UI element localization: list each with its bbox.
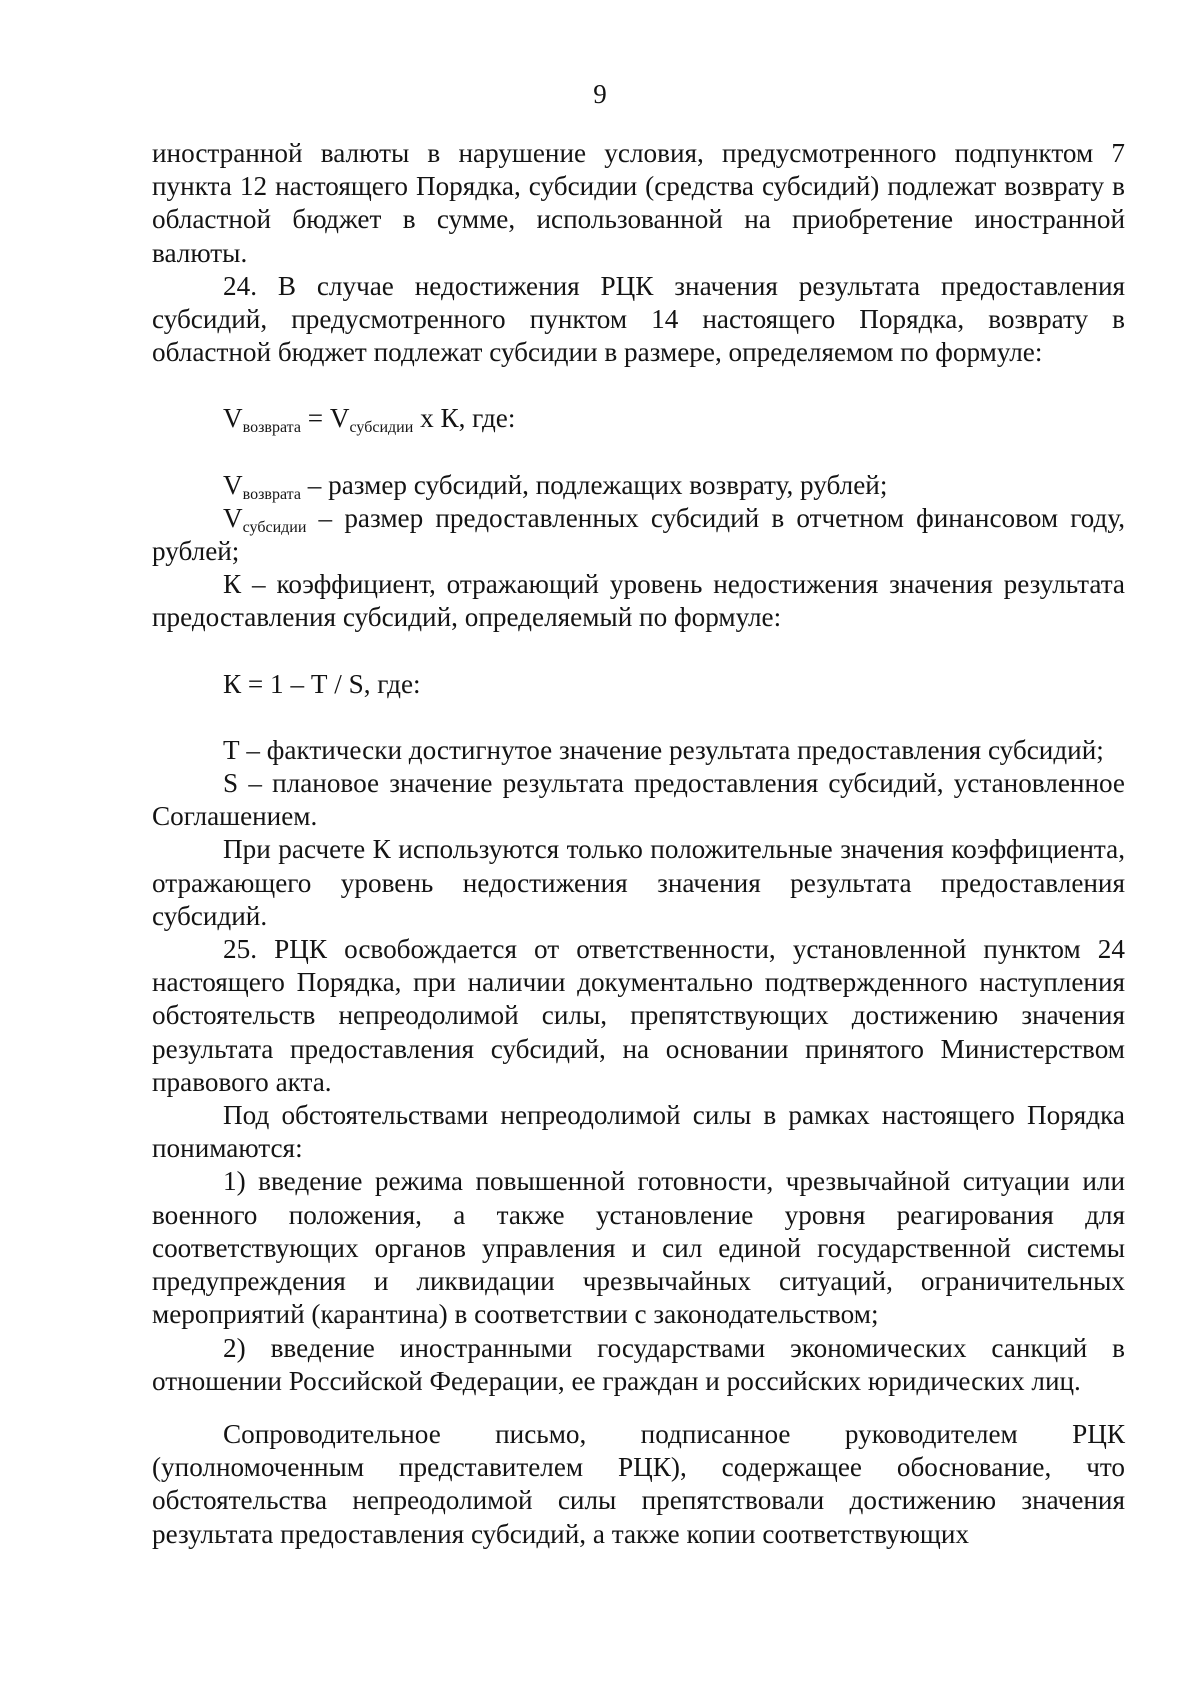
formula-rest: x К, где: [413, 403, 516, 434]
paragraph-clause-24: 24. В случае недостижения РЦК значения результата предоставления субсидий, предусмотренного пунктом 14 настоящего Порядка, возврату в областной бюджет подлежат субсидии в размере, определяемом по формуле: [152, 270, 1125, 368]
def-v-symbol-2: V [223, 502, 243, 533]
def-v-symbol: V [223, 469, 243, 500]
list-item-1: 1) введение режима повышенной готовности, чрезвычайной ситуации или военного положения, а также установление уровня реагирования для соответствующих органов управления и сил единой государственной системы предупреждения и ликвидации чрезвычайных ситуаций, ограничительных мероприятий (карантина) в соответствии с законодательством; [152, 1166, 1125, 1330]
formula-subscript-vozvrata: возврата [242, 419, 301, 437]
def-dash-2: – [306, 502, 345, 533]
def-subscript-vozvrata: возврата [242, 485, 301, 503]
def-v-subsidii-text: размер предоставленных субсидий в отчетном финансовом году, рублей; [152, 502, 1125, 567]
definition-v-vozvrata [152, 469, 1125, 502]
formula-k: К = 1 – Т / S, где: [223, 668, 421, 699]
definition-t: Т – фактически достигнутое значение результата предоставления субсидий; [223, 734, 1104, 765]
definition-s: S – плановое значение результата предоставления субсидий, установленное Соглашением. [152, 768, 1125, 832]
paragraph-cover-letter: Сопроводительное письмо, подписанное руководителем РЦК (уполномоченным представителем РЦК), содержащее обоснование, что обстоятельства непреодолимой силы препятствовали достижению значения результата предоставления субсидий, а также копии соответствующих [152, 1418, 1125, 1549]
list-item-2: 2) введение иностранными государствами экономических санкций в отношении Российской Федерации, ее граждан и российских юридических лиц. [152, 1332, 1125, 1396]
formula-v-symbol: V [223, 403, 243, 434]
document-body [152, 137, 1125, 1551]
page-number: 9 [593, 79, 607, 109]
paragraph-clause-25: 25. РЦК освобождается от ответственности, установленной пунктом 24 настоящего Порядка, при наличии документально подтвержденного наступления обстоятельств непреодолимой силы, препятствующих достижению значения результата предоставления субсидий, на основании принятого Министерством правового акта. [152, 934, 1125, 1097]
def-dash: – [300, 469, 329, 500]
definition-k: К – коэффициент, отражающий уровень недостижения значения результата предоставления субсидий, определяемый по формуле: [152, 569, 1125, 633]
formula-equals: = [300, 403, 330, 434]
paragraph-k-positive: При расчете К используются только положительные значения коэффициента, отражающего уровень недостижения значения результата предоставления субсидий. [152, 834, 1125, 931]
def-v-vozvrata-text: размер субсидий, подлежащих возврату, рублей; [328, 469, 888, 500]
formula-subscript-subsidii: субсидии [349, 419, 414, 437]
paragraph-force-majeure-intro: Под обстоятельствами непреодолимой силы в рамках настоящего Порядка понимаются: [152, 1100, 1125, 1164]
formula-v-symbol-2: V [329, 403, 350, 434]
definition-v-subsidii [152, 502, 1125, 568]
def-subscript-subsidii: субсидии [242, 518, 307, 536]
formula-return-amount [152, 402, 1125, 435]
paragraph-foreign-currency: иностранной валюты в нарушение условия, предусмотренного подпунктом 7 пункта 12 настоящего Порядка, субсидии (средства субсидий) подлежат возврату в областной бюджет в сумме, использованной на приобретение иностранной валюты. [152, 138, 1125, 268]
